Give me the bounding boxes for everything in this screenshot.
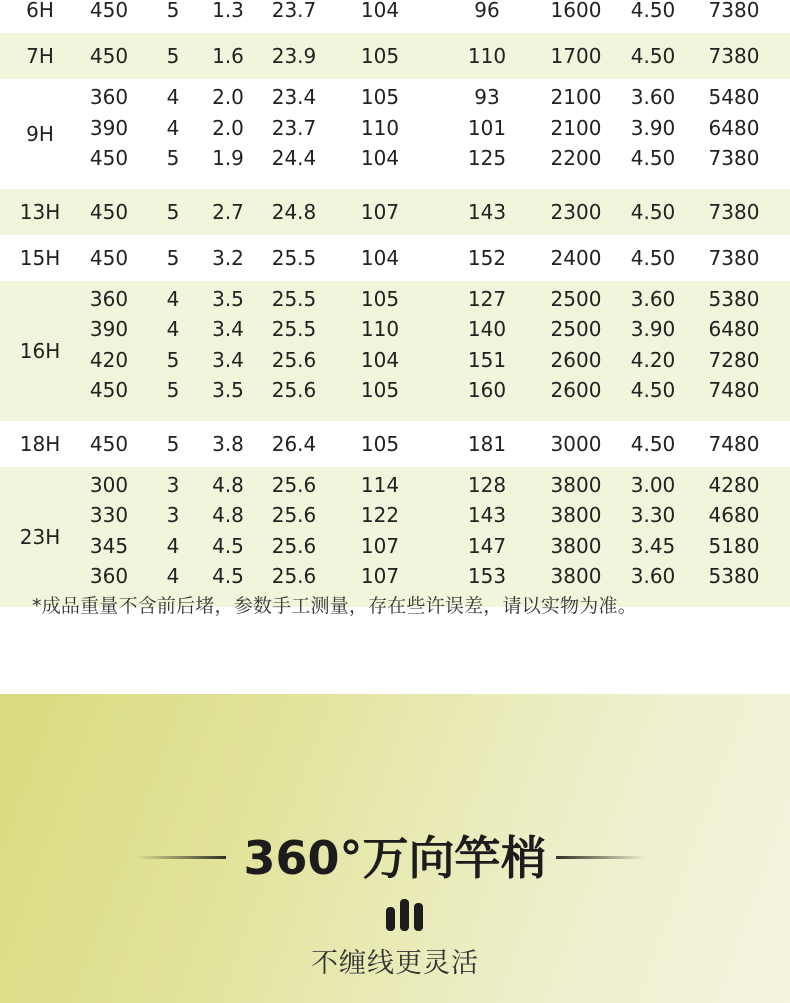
spec-row <box>0 470 790 500</box>
spec-group <box>0 33 790 79</box>
spec-cell: 5 <box>166 44 180 68</box>
spec-cell: 105 <box>360 431 400 456</box>
spec-cell: 3.5 <box>212 378 244 402</box>
spec-cell: 4.50 <box>630 431 676 456</box>
spec-row <box>0 113 790 143</box>
spec-group <box>0 281 790 421</box>
spec-cell: 4.8 <box>212 472 244 497</box>
spec-group-label: 18H <box>19 431 61 456</box>
spec-cell: 105 <box>360 44 400 68</box>
spec-group-label: 23H <box>19 524 61 549</box>
spec-cell: 25.5 <box>271 286 317 311</box>
spec-cell: 420 <box>89 347 129 372</box>
spec-cell: 2.0 <box>212 85 244 109</box>
spec-cell: 3800 <box>550 564 602 588</box>
spec-cell: 7380 <box>708 245 760 270</box>
spec-cell: 4.50 <box>630 146 676 170</box>
spec-cell: 3000 <box>550 431 602 456</box>
spec-cell: 2400 <box>550 245 602 270</box>
spec-cell: 7480 <box>708 378 760 402</box>
spec-cell: 450 <box>89 245 129 270</box>
spec-cell: 3 <box>166 503 180 527</box>
spec-cell: 4 <box>166 564 180 588</box>
spec-cell: 93 <box>474 85 500 109</box>
spec-cell: 25.6 <box>271 564 317 588</box>
spec-cell: 2100 <box>550 85 602 109</box>
spec-row <box>0 0 790 25</box>
spec-cell: 181 <box>467 431 507 456</box>
spec-cell: 110 <box>467 44 507 68</box>
spec-cell: 7380 <box>708 199 760 224</box>
spec-cell: 4.50 <box>630 199 676 224</box>
spec-cell: 24.8 <box>271 199 317 224</box>
spec-cell: 152 <box>467 245 507 270</box>
spec-cell: 7480 <box>708 431 760 456</box>
spec-cell: 5 <box>166 378 180 402</box>
spec-row <box>0 284 790 314</box>
spec-row <box>0 41 790 71</box>
spec-cell: 24.4 <box>271 146 317 170</box>
spec-cell: 5 <box>166 146 180 170</box>
decorative-line-right <box>556 856 646 859</box>
spec-row <box>0 243 790 273</box>
spec-cell: 143 <box>467 199 507 224</box>
spec-group <box>0 189 790 235</box>
spec-cell: 2500 <box>550 286 602 311</box>
spec-cell: 25.6 <box>271 347 317 372</box>
spec-cell: 143 <box>467 503 507 527</box>
three-bars-icon <box>384 899 426 931</box>
spec-cell: 107 <box>360 533 400 558</box>
spec-cell: 4.50 <box>630 44 676 68</box>
spec-cell: 23.7 <box>271 0 317 22</box>
spec-cell: 4 <box>166 85 180 109</box>
spec-cell: 390 <box>89 115 129 140</box>
spec-cell: 4280 <box>708 472 760 497</box>
spec-group <box>0 0 790 33</box>
spec-cell: 96 <box>474 0 500 22</box>
spec-cell: 3.00 <box>630 472 676 497</box>
spec-cell: 25.5 <box>271 317 317 341</box>
spec-cell: 5 <box>166 347 180 372</box>
spec-cell: 3.60 <box>630 286 676 311</box>
spec-cell: 5480 <box>708 85 760 109</box>
spec-cell: 5380 <box>708 286 760 311</box>
spec-cell: 450 <box>89 146 129 170</box>
spec-cell: 4.8 <box>212 503 244 527</box>
spec-cell: 3.60 <box>630 564 676 588</box>
spec-cell: 450 <box>89 199 129 224</box>
spec-cell: 3.2 <box>212 245 244 270</box>
spec-cell: 4.5 <box>212 533 244 558</box>
spec-cell: 105 <box>360 286 400 311</box>
spec-cell: 153 <box>467 564 507 588</box>
spec-group <box>0 467 790 607</box>
spec-row <box>0 375 790 405</box>
spec-cell: 105 <box>360 85 400 109</box>
spec-cell: 4 <box>166 115 180 140</box>
spec-cell: 114 <box>360 472 400 497</box>
spec-cell: 7280 <box>708 347 760 372</box>
spec-cell: 151 <box>467 347 507 372</box>
spec-cell: 2500 <box>550 317 602 341</box>
spec-cell: 2.7 <box>212 199 244 224</box>
spec-cell: 300 <box>89 472 129 497</box>
spec-group <box>0 79 790 189</box>
spec-cell: 6480 <box>708 317 760 341</box>
spec-cell: 147 <box>467 533 507 558</box>
spec-cell: 104 <box>360 146 400 170</box>
spec-group <box>0 421 790 467</box>
spec-row <box>0 345 790 375</box>
spec-cell: 25.6 <box>271 503 317 527</box>
spec-row <box>0 500 790 530</box>
spec-cell: 450 <box>89 0 129 22</box>
spec-cell: 450 <box>89 431 129 456</box>
spec-row <box>0 82 790 112</box>
spec-cell: 7380 <box>708 0 760 22</box>
spec-cell: 23.7 <box>271 115 317 140</box>
spec-cell: 4.50 <box>630 0 676 22</box>
disclaimer-note: *成品重量不含前后堵，参数手工测量，存在些许误差，请以实物为准。 <box>32 595 637 617</box>
spec-cell: 107 <box>360 564 400 588</box>
spec-cell: 5 <box>166 0 180 22</box>
spec-cell: 3.30 <box>630 503 676 527</box>
spec-cell: 26.4 <box>271 431 317 456</box>
spec-cell: 101 <box>467 115 507 140</box>
spec-cell: 3 <box>166 472 180 497</box>
spec-cell: 3.4 <box>212 347 244 372</box>
spec-cell: 345 <box>89 533 129 558</box>
spec-row <box>0 429 790 459</box>
spec-cell: 160 <box>467 378 507 402</box>
spec-cell: 3.5 <box>212 286 244 311</box>
spec-row <box>0 143 790 173</box>
spec-cell: 450 <box>89 378 129 402</box>
spec-cell: 3800 <box>550 503 602 527</box>
feature-title: 360°万向竿梢 <box>243 831 547 885</box>
spec-group-label: 13H <box>19 199 61 224</box>
spec-cell: 4.50 <box>630 378 676 402</box>
spec-row <box>0 314 790 344</box>
spec-group-label: 7H <box>26 44 54 68</box>
spec-row <box>0 197 790 227</box>
spec-cell: 1600 <box>550 0 602 22</box>
spec-cell: 104 <box>360 245 400 270</box>
spec-cell: 360 <box>89 286 129 311</box>
spec-cell: 4.50 <box>630 245 676 270</box>
spec-cell: 107 <box>360 199 400 224</box>
spec-cell: 1700 <box>550 44 602 68</box>
spec-group <box>0 235 790 281</box>
spec-cell: 3.90 <box>630 317 676 341</box>
spec-group-label: 16H <box>19 338 61 363</box>
spec-cell: 1.6 <box>212 44 244 68</box>
spec-cell: 2200 <box>550 146 602 170</box>
spec-cell: 140 <box>467 317 507 341</box>
spec-cell: 5 <box>166 245 180 270</box>
spec-cell: 4 <box>166 533 180 558</box>
spec-cell: 3.4 <box>212 317 244 341</box>
spec-cell: 25.6 <box>271 378 317 402</box>
spec-cell: 1.9 <box>212 146 244 170</box>
spec-cell: 3.45 <box>630 533 676 558</box>
spec-cell: 5 <box>166 199 180 224</box>
spec-cell: 2600 <box>550 347 602 372</box>
spec-cell: 25.5 <box>271 245 317 270</box>
spec-group-label: 9H <box>26 121 54 146</box>
spec-cell: 1.3 <box>212 0 244 22</box>
spec-cell: 127 <box>467 286 507 311</box>
spec-cell: 2600 <box>550 378 602 402</box>
spec-cell: 4 <box>166 317 180 341</box>
spec-cell: 125 <box>467 146 507 170</box>
spec-cell: 5380 <box>708 564 760 588</box>
spec-cell: 4680 <box>708 503 760 527</box>
spec-cell: 3.60 <box>630 85 676 109</box>
spec-cell: 3800 <box>550 472 602 497</box>
spec-cell: 5180 <box>708 533 760 558</box>
spec-cell: 4 <box>166 286 180 311</box>
spec-row <box>0 561 790 591</box>
spec-cell: 4.5 <box>212 564 244 588</box>
spec-cell: 3800 <box>550 533 602 558</box>
spec-group-label: 6H <box>26 0 54 22</box>
spec-cell: 128 <box>467 472 507 497</box>
spec-cell: 23.4 <box>271 85 317 109</box>
spec-cell: 6480 <box>708 115 760 140</box>
spec-cell: 122 <box>360 503 400 527</box>
spec-cell: 360 <box>89 564 129 588</box>
spec-cell: 3.8 <box>212 431 244 456</box>
spec-cell: 2.0 <box>212 115 244 140</box>
spec-cell: 390 <box>89 317 129 341</box>
spec-cell: 25.6 <box>271 472 317 497</box>
spec-cell: 105 <box>360 378 400 402</box>
spec-cell: 2300 <box>550 199 602 224</box>
spec-cell: 4.20 <box>630 347 676 372</box>
spec-cell: 110 <box>360 317 400 341</box>
feature-panel <box>0 694 790 1003</box>
spec-cell: 330 <box>89 503 129 527</box>
spec-cell: 5 <box>166 431 180 456</box>
spec-cell: 25.6 <box>271 533 317 558</box>
spec-cell: 104 <box>360 347 400 372</box>
spec-group-label: 15H <box>19 245 61 270</box>
feature-subtitle: 不缠线更灵活 <box>311 948 479 979</box>
spec-cell: 23.9 <box>271 44 317 68</box>
spec-cell: 7380 <box>708 146 760 170</box>
spec-cell: 7380 <box>708 44 760 68</box>
spec-cell: 3.90 <box>630 115 676 140</box>
spec-row <box>0 531 790 561</box>
spec-cell: 450 <box>89 44 129 68</box>
spec-cell: 110 <box>360 115 400 140</box>
spec-cell: 104 <box>360 0 400 22</box>
spec-cell: 2100 <box>550 115 602 140</box>
spec-cell: 360 <box>89 85 129 109</box>
